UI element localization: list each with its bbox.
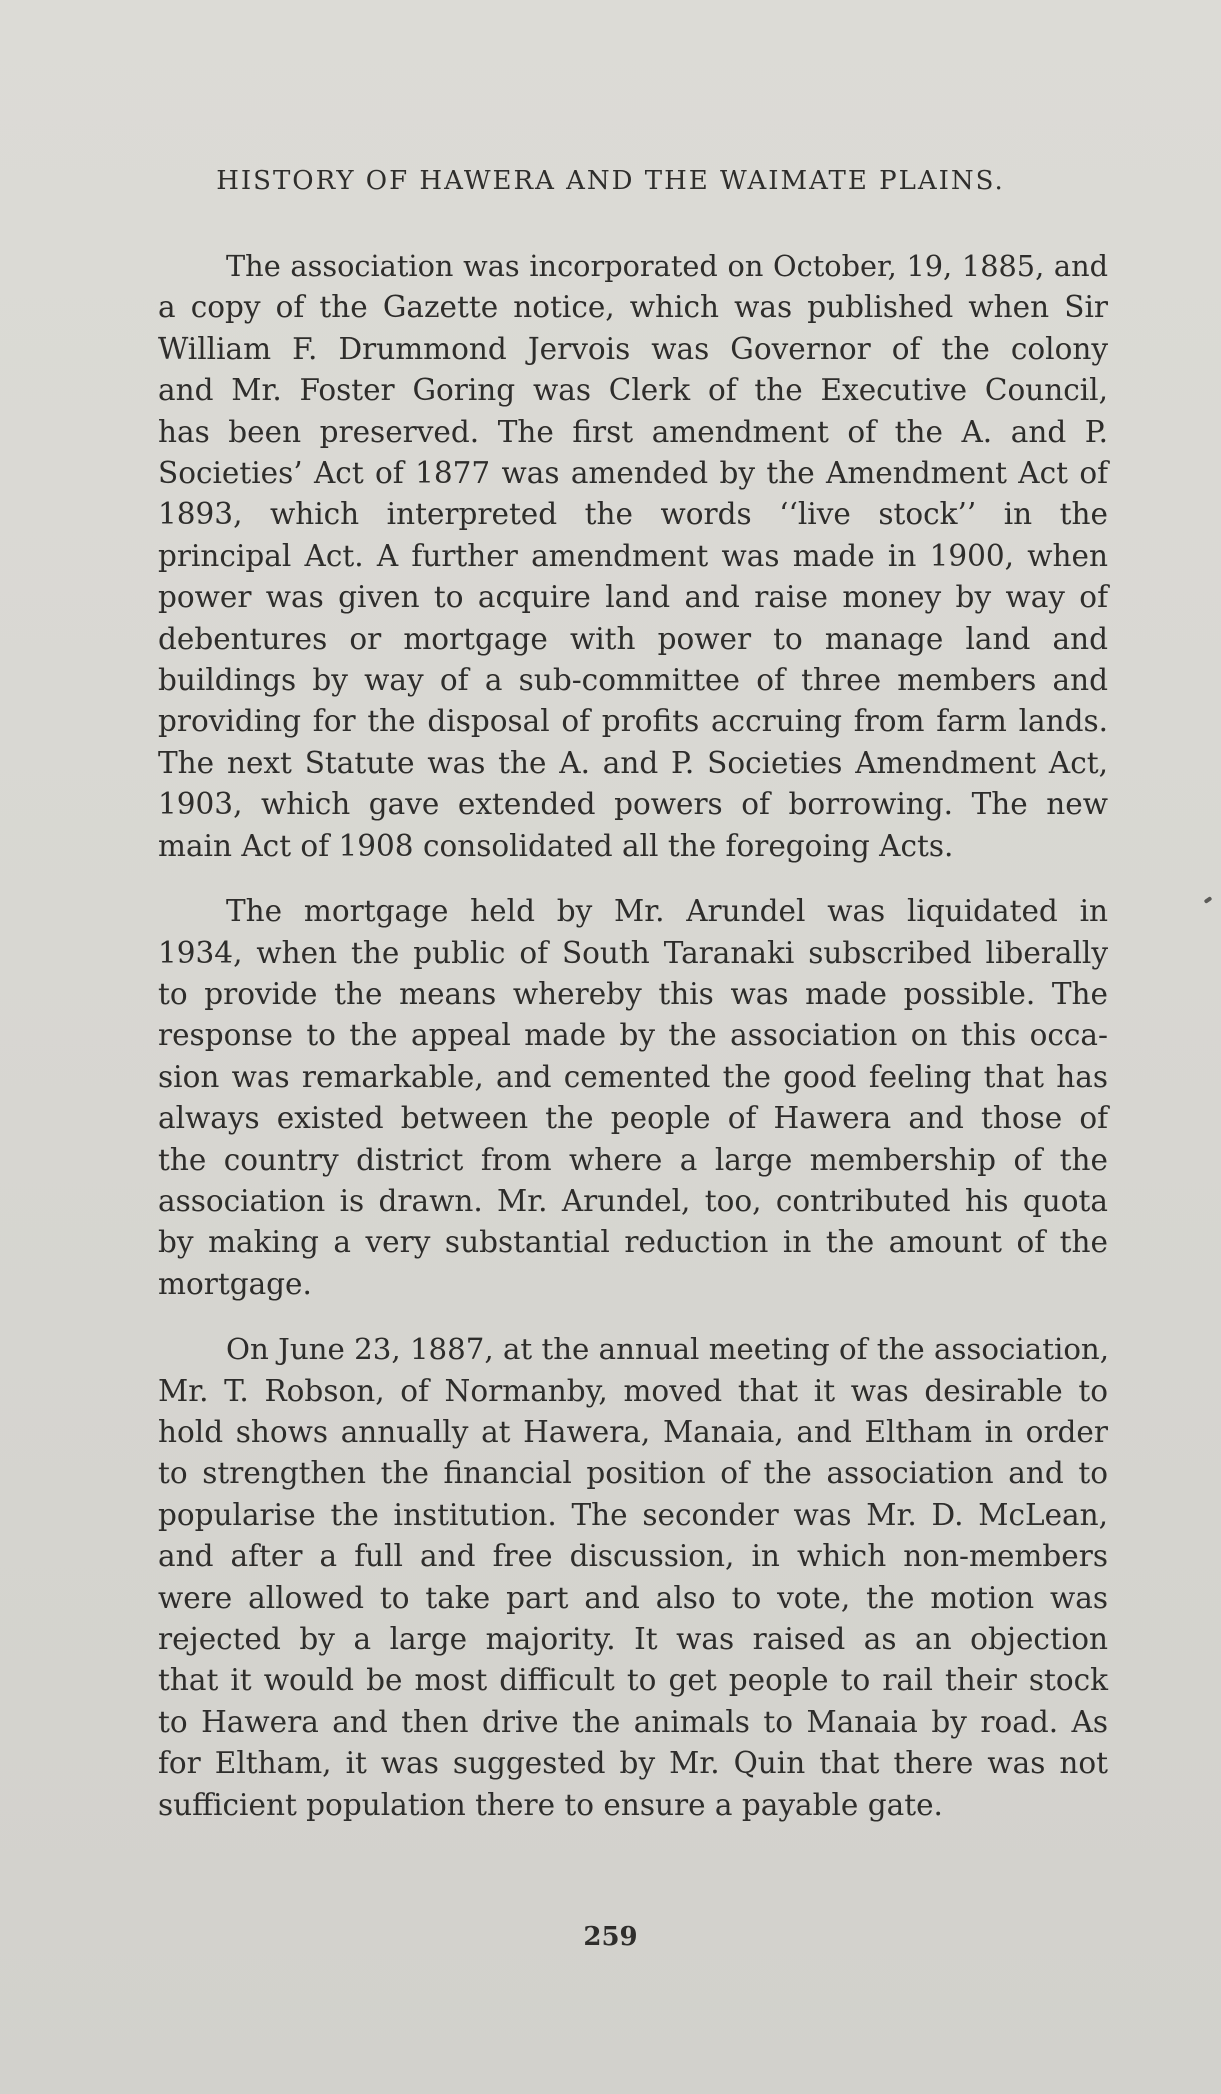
text-line: power was given to acquire land and raise money by way of — [158, 580, 1108, 615]
text-line: popularise the institution. The seconder was Mr. D. McLean, — [158, 1497, 1108, 1532]
text-line: On June 23, 1887, at the annual meeting of the association, — [226, 1332, 1110, 1367]
page-number: 259 — [583, 1922, 638, 1952]
text-line: The next Statute was the A. and P. Societies Amendment Act, — [158, 745, 1108, 780]
text-line: to provide the means whereby this was made possible. The — [158, 976, 1108, 1011]
text-line: association is drawn. Mr. Arundel, too, contributed his quota — [158, 1183, 1108, 1218]
text-line: Mr. T. Robson, of Normanby, moved that it was desirable to — [158, 1373, 1108, 1408]
text-line: and Mr. Foster Goring was Clerk of the Executive Council, — [158, 373, 1108, 408]
text-line: to Hawera and then drive the animals to Manaia by road. As — [158, 1704, 1108, 1739]
text-line: were allowed to take part and also to vote, the motion was — [158, 1580, 1108, 1615]
body-text — [158, 246, 1108, 1850]
text-line: mortgage. — [158, 1266, 312, 1301]
text-line: main Act of 1908 consolidated all the foregoing Acts. — [158, 828, 954, 863]
text-line: a copy of the Gazette notice, which was published when Sir — [158, 290, 1108, 325]
text-line: hold shows annually at Hawera, Manaia, and Eltham in order — [158, 1414, 1108, 1449]
text-line: rejected by a large majority. It was raised as an objection — [158, 1622, 1108, 1656]
text-line: 1893, which interpreted the words ‘‘live stock’’ in the — [158, 497, 1108, 532]
text-line: principal Act. A further amendment was made in 1900, when — [158, 538, 1108, 573]
text-line: sion was remarkable, and cemented the good feeling that has — [158, 1059, 1108, 1094]
text-line: The association was incorporated on October, 19, 1885, and — [226, 249, 1108, 283]
paragraph-3 — [158, 1329, 1108, 1826]
text-line: The mortgage held by Mr. Arundel was liquidated in — [226, 894, 1108, 929]
text-line: to strengthen the financial position of the association and to — [158, 1456, 1108, 1491]
text-line: that it would be most difficult to get people to rail their stock — [158, 1663, 1108, 1698]
text-line: buildings by way of a sub-committee of three members and — [158, 663, 1108, 698]
paragraph-1 — [158, 246, 1108, 867]
text-line: the country district from where a large membership of the — [158, 1142, 1108, 1177]
text-line: response to the appeal made by the association on this occa- — [158, 1018, 1108, 1053]
text-line: Societies’ Act of 1877 was amended by the Amendment Act of — [158, 456, 1108, 491]
text-line: sufficient population there to ensure a payable gate. — [158, 1787, 943, 1822]
text-line: has been preserved. The first amendment of the A. and P. — [158, 414, 1108, 449]
text-line: for Eltham, it was suggested by Mr. Quin that there was not — [158, 1746, 1108, 1781]
paragraph-2 — [158, 891, 1108, 1305]
text-line: providing for the disposal of profits accruing from farm lands. — [158, 704, 1108, 739]
running-head: HISTORY OF HAWERA AND THE WAIMATE PLAINS. — [216, 166, 1005, 196]
ink-speck — [1204, 896, 1213, 904]
text-line: debentures or mortgage with power to manage land and — [158, 621, 1108, 656]
text-line: by making a very substantial reduction in the amount of the — [158, 1225, 1108, 1260]
text-line: William F. Drummond Jervois was Governor of the colony — [158, 331, 1108, 366]
text-line: and after a full and free discussion, in which non-members — [158, 1539, 1108, 1574]
text-line: 1903, which gave extended powers of borrowing. The new — [158, 787, 1108, 822]
text-line: always existed between the people of Hawera and those of — [158, 1101, 1108, 1136]
text-line: 1934, when the public of South Taranaki subscribed liberally — [158, 935, 1108, 970]
